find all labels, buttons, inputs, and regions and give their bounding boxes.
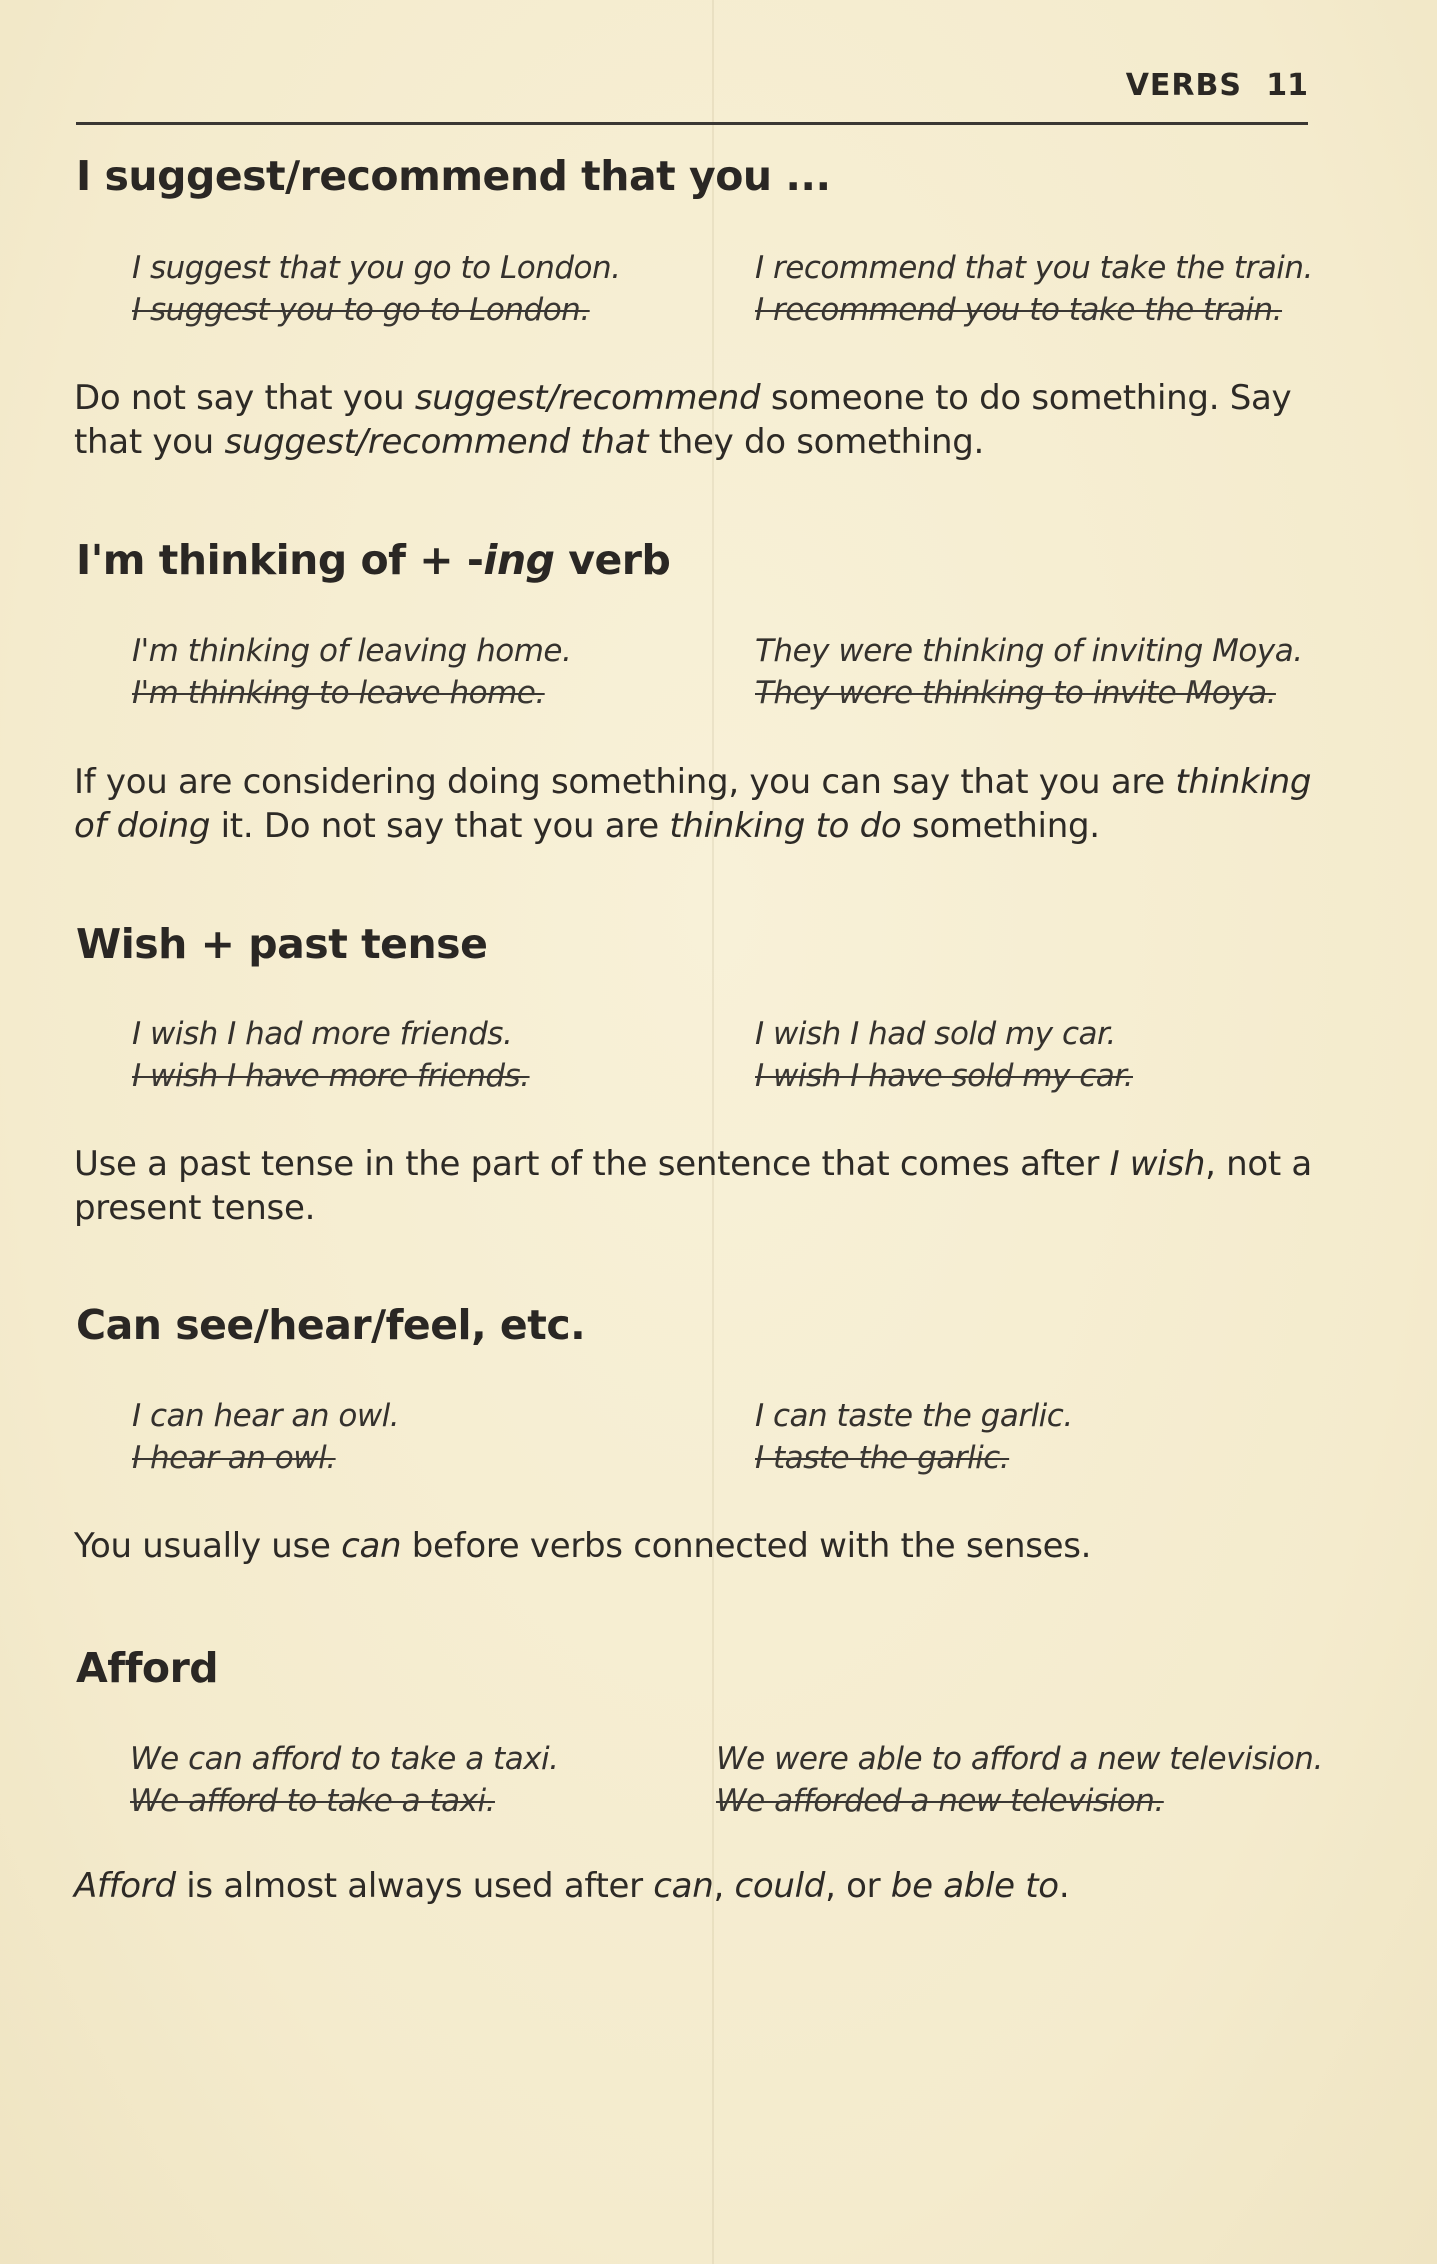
example-correct: I can taste the garlic. xyxy=(755,1398,1073,1434)
section-heading: Can see/hear/feel, etc. xyxy=(76,1301,586,1349)
explanation-paragraph: You usually use can before verbs connected with the senses. xyxy=(74,1526,1092,1566)
example-incorrect: I'm thinking to leave home. xyxy=(132,675,545,711)
example-incorrect: I suggest you to go to London. xyxy=(132,292,590,328)
section-heading: I'm thinking of + -ing verb xyxy=(76,536,671,584)
example-incorrect: We afford to take a taxi. xyxy=(130,1783,495,1819)
example-incorrect: I wish I have more friends. xyxy=(132,1058,530,1094)
section-heading: Afford xyxy=(76,1644,219,1692)
example-correct: We can afford to take a taxi. xyxy=(130,1741,559,1777)
example-incorrect: I wish I have sold my car. xyxy=(755,1058,1133,1094)
example-correct: I wish I had sold my car. xyxy=(755,1016,1116,1052)
example-correct: We were able to afford a new television. xyxy=(716,1741,1323,1777)
example-incorrect: They were thinking to invite Moya. xyxy=(755,675,1276,711)
section-title: VERBS xyxy=(1125,68,1242,103)
example-correct: I recommend that you take the train. xyxy=(755,250,1313,286)
example-incorrect: We afforded a new television. xyxy=(716,1783,1164,1819)
example-correct: I wish I had more friends. xyxy=(132,1016,513,1052)
example-incorrect: I recommend you to take the train. xyxy=(755,292,1283,328)
example-correct: I can hear an owl. xyxy=(132,1398,400,1434)
example-correct: They were thinking of inviting Moya. xyxy=(755,633,1303,669)
example-incorrect: I hear an owl. xyxy=(132,1440,336,1476)
section-heading: I suggest/recommend that you ... xyxy=(76,152,831,200)
example-correct: I suggest that you go to London. xyxy=(132,250,621,286)
example-correct: I'm thinking of leaving home. xyxy=(132,633,572,669)
example-incorrect: I taste the garlic. xyxy=(755,1440,1010,1476)
section-heading: Wish + past tense xyxy=(76,920,488,968)
explanation-paragraph: If you are considering doing something, you can say that you are thinking of doing it. Do not say that you are thinking to do something. xyxy=(74,762,1312,846)
page-fold-line xyxy=(712,0,714,2264)
explanation-paragraph: Do not say that you suggest/recommend someone to do something. Say that you suggest/recommend that they do something. xyxy=(74,378,1292,462)
running-header xyxy=(76,60,1308,125)
explanation-paragraph: Afford is almost always used after can, could, or be able to. xyxy=(74,1866,1070,1906)
explanation-paragraph: Use a past tense in the part of the sentence that comes after I wish, not a present tense. xyxy=(74,1144,1312,1228)
page-number: 11 xyxy=(1266,68,1308,103)
